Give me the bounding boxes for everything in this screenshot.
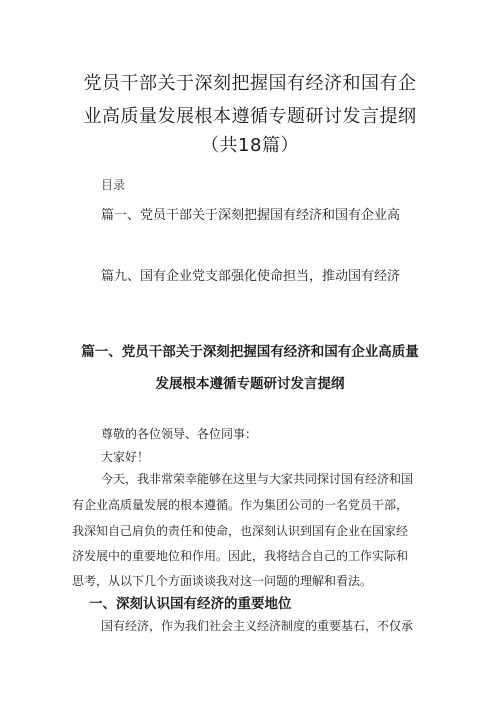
- section-heading: 一、深刻认识国有经济的重要地位: [89, 596, 292, 612]
- toc-label: 目录: [101, 178, 126, 192]
- body-line: 济发展中的重要地位和作用。因此，我将结合自己的工作实际和: [72, 549, 409, 563]
- body-line: 思考，从以下几个方面谈谈我对这一问题的理解和看法。: [72, 574, 373, 588]
- body-line: 国有经济，作为我们社会主义经济制度的重要基石，不仅承: [101, 619, 414, 633]
- salutation: 尊敬的各位领导、各位同事：: [101, 427, 258, 441]
- toc-item[interactable]: 篇九、国有企业党支部强化使命担当，推动国有经济: [101, 269, 401, 284]
- body-line: 有企业高质量发展的根本遵循。作为集团公司的一名党员干部，: [72, 498, 409, 512]
- toc-item[interactable]: 篇一、党员干部关于深刻把握国有经济和国有企业高: [101, 208, 401, 223]
- greeting: 大家好！: [101, 450, 150, 464]
- section-title-line-2: 发展根本遵循专题研讨发言提纲: [155, 376, 345, 392]
- document-title-line-1: 党员干部关于深刻把握国有经济和国有企: [83, 73, 417, 94]
- section-title-line-1: 篇一、党员干部关于深刻把握国有经济和国有企业高质量: [81, 344, 419, 360]
- document-title-line-2: 业高质量发展根本遵循专题研讨发言提纲: [83, 106, 417, 127]
- document-title-count: （共18篇）: [201, 135, 299, 156]
- body-line: 我深知自己肩负的责任和使命，也深刻认识到国有企业在国家经: [72, 524, 409, 538]
- body-line: 今天，我非常荣幸能够在这里与大家共同探讨国有经济和国: [101, 472, 414, 486]
